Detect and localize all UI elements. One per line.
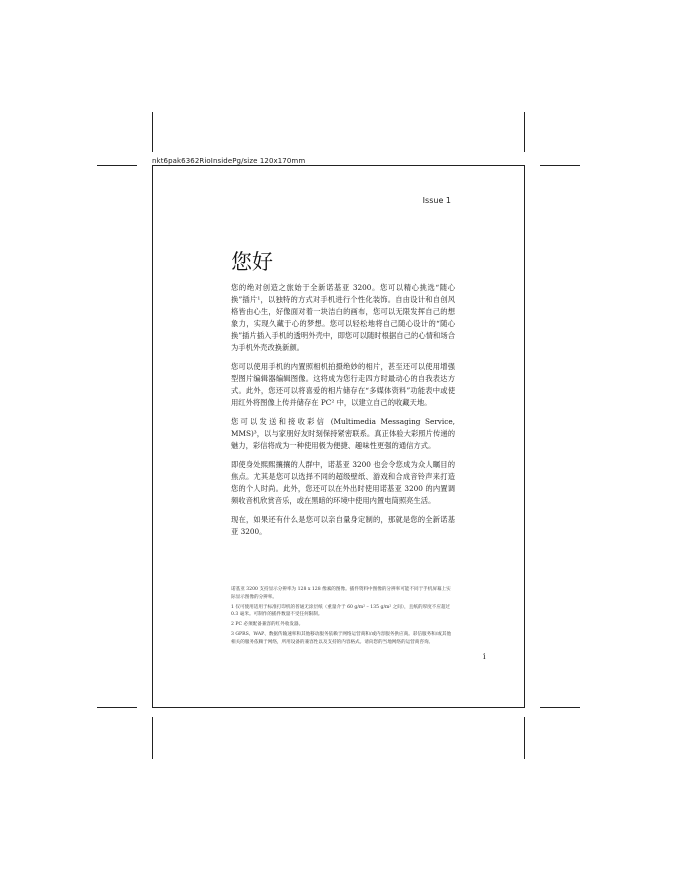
print-slug: nkt6pak6362RioInsidePg/size 120x170mm xyxy=(152,157,306,165)
crop-mark-right-top xyxy=(540,165,580,166)
footnote: 诺基亚 3200 支持显示分辨率为 128 x 128 像素的图像。插件资料中图像的分辨率可能不同于手机屏幕上实际显示图像的分辨率。 xyxy=(231,587,451,600)
page-frame xyxy=(152,165,525,708)
footnote: 3 GPRS、WAP、数据传输速率和其他移动服务依赖于网络运营商和/或内容服务供应商。彩信服务和/或其他相关的服务依赖于网络，所用设备的兼容性以及支持的内容格式。请向您的当地网络的运营商咨询。 xyxy=(231,632,452,645)
crop-mark-left-top xyxy=(97,165,137,166)
crop-mark-bottom-left xyxy=(152,717,153,759)
page-number: i xyxy=(483,652,486,661)
paragraph: 您的绝对创造之旅始于全新诺基亚 3200。您可以精心挑选“随心换”插片¹，以独特的方式对手机进行个性化装饰。自由设计和自创风格皆由心生，好像面对着一块洁白的画布，您可以无限发挥自己的想象力，实现久藏于心的梦想。您可以轻松地将自己随心设计的“随心换”插片插入手机的透明外壳中，即您可以随时根据自己的心情和场合为手机外壳改换新颜。 xyxy=(231,283,455,352)
crop-mark-left-bottom xyxy=(97,707,137,708)
paragraph: 即使身处熙熙攘攘的人群中，诺基亚 3200 也会令您成为众人瞩目的焦点。尤其是您可以选择不同的超级壁纸、游戏和合成音铃声来打造您的个人时尚。此外，您还可以在外出时使用诺基亚 3200 的内置调频收音机欣赏音乐，或在黑暗的环境中使用内置电筒照亮生活。 xyxy=(231,460,455,505)
footnote: 1 仅可使用适用于标准打印机的普通无涂层纸（重量介于 60 g/m² – 135 g/m² 之间），且纸的厚度不应超过 0.3 毫米。可制作的插件数量不受任何限制。 xyxy=(231,604,451,617)
footnote: 2 PC 必须配备兼容的红外收发器。 xyxy=(231,622,304,627)
paragraph: 您可以使用手机的内置照相机拍摄绝妙的相片，甚至还可以使用增强型图片编辑器编辑图像。这将成为您行走四方时最动心的自我表达方式。此外，您还可以将喜爱的相片储存在“多媒体资料”功能表中或使用红外将图像上传并储存在 PC² 中，以建立自己的收藏天地。 xyxy=(231,362,455,407)
issue-label: Issue 1 xyxy=(422,196,451,205)
page-title: 您好 xyxy=(231,250,273,274)
crop-mark-bottom-right xyxy=(524,717,525,759)
paragraph: 您可以发送和接收彩信 (Multimedia Messaging Service, MMS)³，以与家朋好友时刻保持紧密联系。真正体验大彩照片传递的魅力，彩信将成为一种使用极为便捷、趣味性更强的通信方式。 xyxy=(231,417,455,450)
crop-mark-top-left xyxy=(152,112,153,152)
paragraph: 现在，如果还有什么是您可以亲自量身定制的，那就是您的全新诺基亚 3200。 xyxy=(231,515,455,536)
crop-mark-top-right xyxy=(524,112,525,152)
crop-mark-right-bottom xyxy=(540,707,580,708)
footnotes xyxy=(231,586,455,649)
body-text xyxy=(231,282,455,545)
